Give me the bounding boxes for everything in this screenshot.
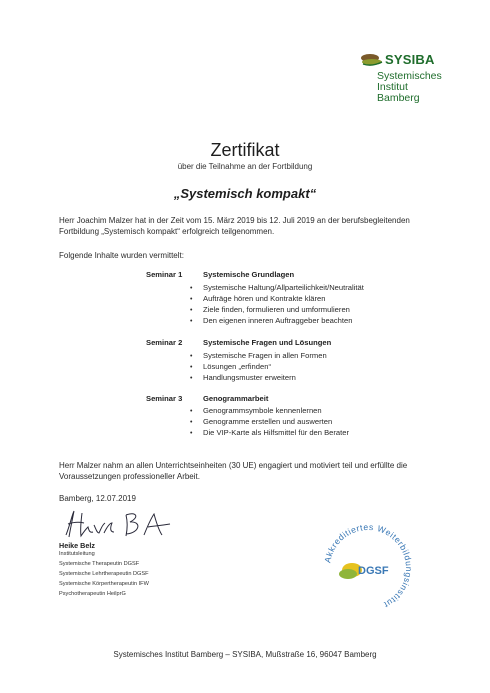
- list-item: • Ziele finden, formulieren und umformulieren: [190, 305, 350, 314]
- seminar-1-label: Seminar 1: [146, 270, 183, 279]
- signer-role: Systemische Therapeutin DGSF: [59, 561, 140, 567]
- handwritten-signature: [60, 505, 180, 541]
- signer-role: Institutsleitung: [59, 551, 95, 557]
- seminar-2-list: [190, 350, 327, 383]
- signer-name: Heike Belz: [59, 541, 95, 550]
- list-item: • Lösungen „erfinden“: [190, 362, 271, 371]
- list-item: • Handlungsmuster erweitern: [190, 373, 296, 382]
- course-name: „Systemisch kompakt“: [173, 186, 317, 201]
- place-date: Bamberg, 12.07.2019: [59, 494, 136, 503]
- logo-line-1: Systemisches: [377, 70, 442, 82]
- seminar-1-title: Systemische Grundlagen: [203, 270, 295, 279]
- logo-line-3: Bamberg: [377, 92, 420, 104]
- footer-address: Systemisches Institut Bamberg – SYSIBA, Mußstraße 16, 96047 Bamberg: [113, 650, 377, 659]
- seminar-3-label: Seminar 3: [146, 394, 183, 403]
- list-item: • Aufträge hören und Kontrakte klären: [190, 294, 326, 303]
- svg-text:Akkreditiertes Weiterbildungsi: Akkreditiertes Weiterbildungsinstitut: [322, 521, 415, 611]
- list-item: • Den eigenen inneren Auftraggeber beachten: [190, 316, 353, 325]
- sysiba-leaf-icon: [360, 52, 386, 68]
- list-item: • Systemische Haltung/Allparteilichkeit/Neutralität: [190, 283, 364, 292]
- seminar-3-title: Genogrammarbeit: [203, 394, 269, 403]
- signer-role: Systemische Lehrtherapeutin DGSF: [59, 571, 149, 577]
- dgsf-accreditation-seal: [318, 518, 418, 618]
- intro-line-2: Fortbildung „Systemisch kompakt“ erfolgreich teilgenommen.: [59, 227, 275, 236]
- intro-paragraph: [59, 215, 439, 237]
- seminar-1-list: [190, 282, 364, 326]
- list-item: • Genogramme erstellen und auswerten: [190, 417, 333, 426]
- sysiba-logo: [357, 51, 467, 111]
- certificate-subtitle: über die Teilnahme an der Fortbildung: [177, 162, 313, 171]
- seminar-3-list: [190, 405, 349, 438]
- list-item: • Die VIP-Karte als Hilfsmittel für den Berater: [190, 428, 350, 437]
- logo-brand: SYSIBA: [385, 52, 435, 67]
- list-item: • Systemische Fragen in allen Formen: [190, 351, 327, 360]
- closing-line-2: Voraussetzungen professioneller Arbeit.: [59, 472, 200, 481]
- contents-intro: Folgende Inhalte wurden vermittelt:: [59, 251, 184, 260]
- signer-role: Psychotherapeutin HeilprG: [59, 591, 126, 597]
- list-item: • Genogrammsymbole kennenlernen: [190, 406, 322, 415]
- svg-text:DGSF: DGSF: [358, 565, 389, 577]
- certificate-title: Zertifikat: [210, 140, 280, 160]
- logo-line-2: Institut: [377, 81, 408, 93]
- closing-line-1: Herr Malzer nahm an allen Unterrichtseinheiten (30 UE) engagiert und motiviert teil und erfüllte die: [59, 461, 408, 470]
- signer-role: Systemische Körpertherapeutin IFW: [59, 581, 149, 587]
- seminar-2-title: Systemische Fragen und Lösungen: [203, 338, 332, 347]
- closing-paragraph: [59, 460, 439, 482]
- intro-line-1: Herr Joachim Malzer hat in der Zeit vom 15. März 2019 bis 12. Juli 2019 an der berufsbegleitenden: [59, 216, 410, 225]
- seminar-2-label: Seminar 2: [146, 338, 183, 347]
